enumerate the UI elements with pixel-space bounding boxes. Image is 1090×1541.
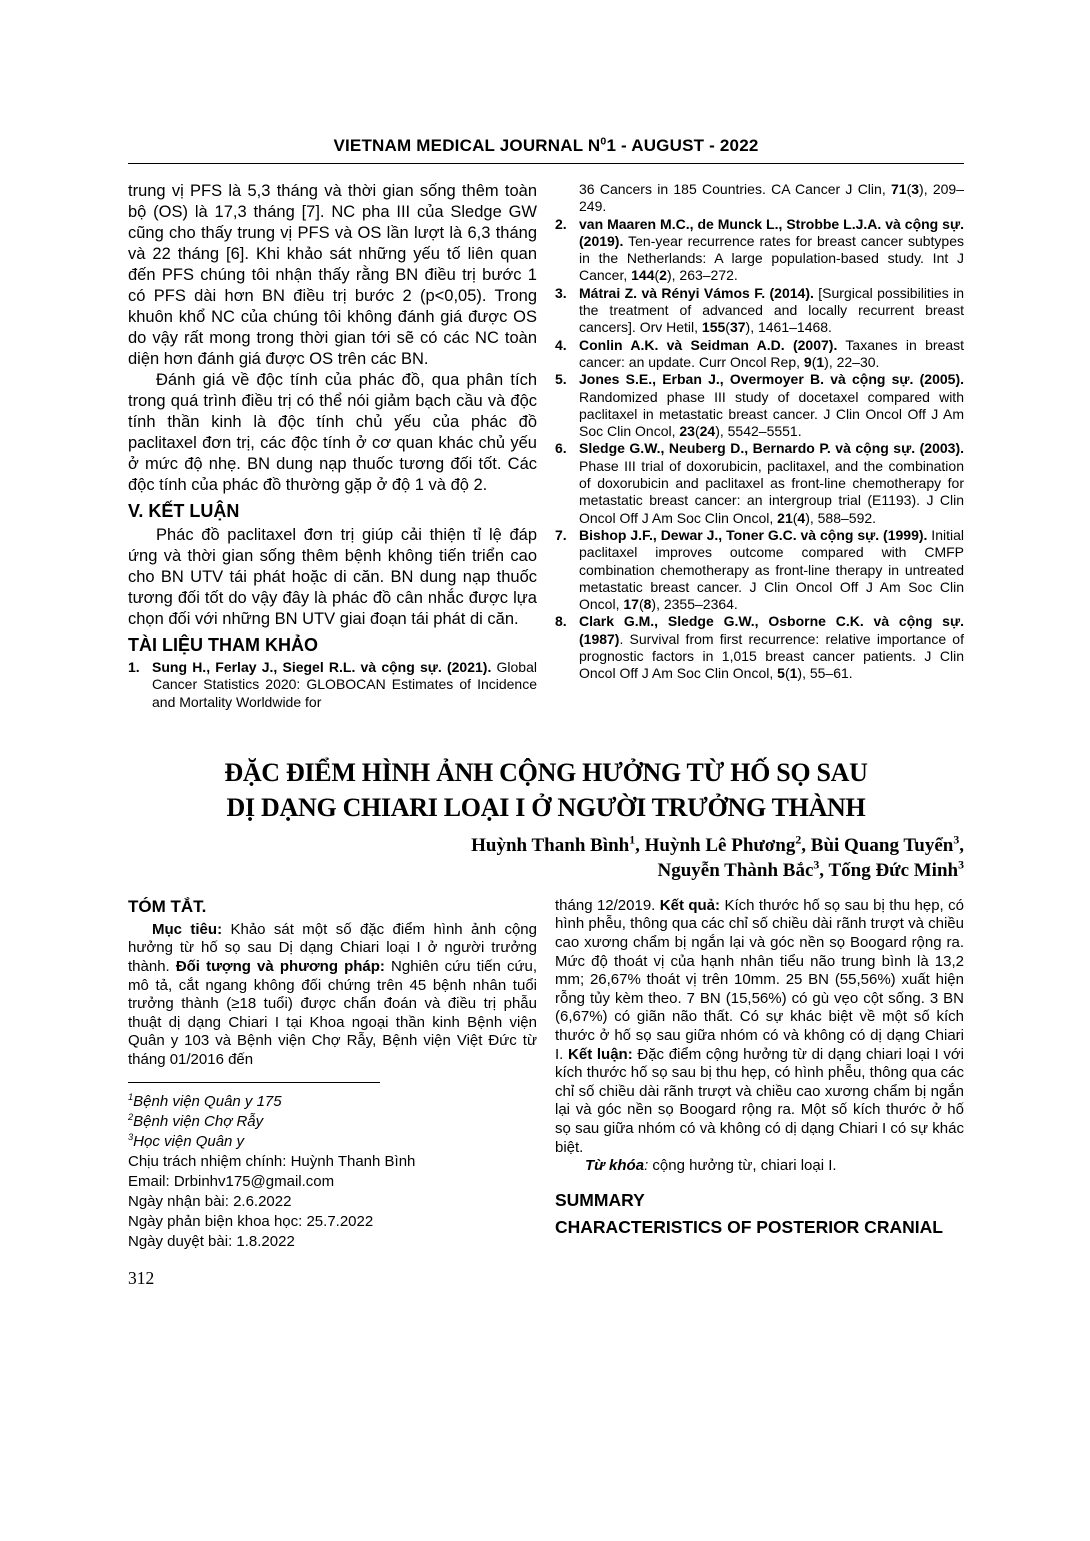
abstract-heading: TÓM TẮT.	[128, 896, 207, 916]
article2-title-line2: DỊ DẠNG CHIARI LOẠI I Ở NGƯỜI TRƯỞNG THÀNH	[226, 792, 866, 822]
references-list-right	[555, 216, 964, 683]
reference-number: 5.	[555, 371, 567, 388]
reference-item	[555, 613, 964, 682]
date-reviewed: Ngày phản biện khoa học: 25.7.2022	[128, 1212, 374, 1230]
paragraph-conclusion: Phác đồ paclitaxel đơn trị giúp cải thiện tỉ lệ đáp ứng và thời gian sống thêm bệnh không tiến triển cao cho BN UTV tái phát hoặc di căn. BN dung nạp thuốc tương đối tốt do vậy đây là phác đồ cân nhắc được lựa chọn đối với những BN UTV giai đoạn tái phát di căn.	[128, 526, 537, 628]
reference-item	[128, 659, 537, 711]
reference-item	[555, 285, 964, 337]
journal-title: VIETNAM MEDICAL JOURNAL $N^01$ - AUGUST - 2022	[128, 136, 964, 164]
page-number: 312	[128, 1267, 155, 1288]
summary-title: CHARACTERISTICS OF POSTERIOR CRANIAL	[555, 1216, 943, 1237]
references-list-left	[128, 659, 537, 711]
authors-line2: Nguyễn Thành Bắc$^3$, Tống Đức Minh$^3$	[657, 858, 964, 881]
reference-text: Conlin A.K. và Seidman A.D. (2007). Taxanes in breast cancer: an update. Curr Oncol Rep, 9(1), 22–30.	[579, 336, 964, 370]
article1-right-column	[555, 181, 964, 711]
article1-left-column	[128, 181, 537, 711]
article2-two-columns	[128, 897, 964, 1252]
paragraph-discussion-1: trung vị PFS là 5,3 tháng và thời gian sống thêm toàn bộ (OS) là 17,3 tháng [7]. NC pha III của Sledge GW cũng cho thấy trung vị PFS và OS lần lượt là 6,3 tháng và 22 tháng [6]. Khi khảo sát những yếu tố liên quan đến PFS chúng tôi nhận thấy rằng BN điều trị bước 1 có PFS dài hơn BN điều trị bước 2 (p<0,05). Trong khuôn khổ NC của chúng tôi không đánh giá được OS do vậy rất mong trong thời gian tới sẽ có các NC toàn diện hơn đánh giá được OS trên các BN.	[128, 182, 537, 368]
abstract-text-left: Mục tiêu: Khảo sát một số đặc điểm hình ảnh cộng hưởng từ hố sọ sau Dị dạng Chiari loại I ở người trưởng thành. Đối tượng và phương pháp: Nghiên cứu tiến cứu, mô tả, cắt ngang không đối chứng trên 45 bệnh nhân tuổi trưởng thành (≥18 tuổi) được chẩn đoán và điều trị phẫu thuật dị dạng Chiari I tại Khoa ngoại thần kinh Bệnh viện Quân y 103 và Bệnh viện Chợ Rẫy, Bệnh viện Việt Đức từ tháng 01/2016 đến	[128, 920, 537, 1069]
abstract-right-column	[555, 897, 964, 1252]
reference-number: 8.	[555, 613, 567, 630]
affiliation-2: $^2$Bệnh viện Chợ Rẫy	[128, 1111, 264, 1130]
reference-number: 3.	[555, 284, 567, 301]
reference-text: Bishop J.F., Dewar J., Toner G.C. và cộng sự. (1999). Initial paclitaxel improves outcome compared with CMFP combination chemotherapy as front-line therapy in untreated metastatic breast cancer. J Clin Oncol Off J Am Soc Clin Oncol, 17(8), 2355–2364.	[579, 526, 964, 613]
reference-text: Jones S.E., Erban J., Overmoyer B. và cộng sự. (2005). Randomized phase III study of docetaxel compared with paclitaxel in metastatic breast cancer. J Clin Oncol Off J Am Soc Clin Oncol, 23(24), 5542–5551.	[579, 371, 964, 440]
summary-heading: SUMMARY	[555, 1189, 645, 1210]
conclusion-heading: V. KẾT LUẬN	[128, 501, 240, 521]
abstract-text-right: tháng 12/2019. Kết quả: Kích thước hố sọ sau bị thu hẹp, có hình phễu, thông qua các chỉ số chiều dài rãnh trượt và chiều cao xương chẩm bị ngắn lại và góc nền sọ Boogard rộng ra. Mức độ thoát vị của hạnh nhân tiểu não trung bình là 13,2 mm; 26,67% thoát vị trên 10mm. 25 BN (55,56%) xuất hiện rỗng tủy kèm theo. 7 BN (15,56%) có gù vẹo cột sống. 3 BN (6,67%) có giãn não thất. Có sự khác biệt về một số kích thước ở hố sọ sau giữa nhóm có và không có dị dạng Chiari I. Kết luận: Đặc điểm cộng hưởng từ di dạng chiari loại I với kích thước hố sọ sau bị thu hẹp, có hình phễu, thông qua các chỉ số chiều dài rãnh trượt và chiều cao xương chẩm bị ngắn lại và góc nền sọ Boogard rộng ra. Một số kích thước ở hố sọ sau giữa nhóm có và không có dị dạng Chiari I có sự khác biệt.	[555, 896, 965, 1156]
article2-title-line1: ĐẶC ĐIỂM HÌNH ẢNH CỘNG HƯỞNG TỪ HỐ SỌ SAU	[224, 757, 868, 787]
reference-item	[555, 527, 964, 613]
date-accepted: Ngày duyệt bài: 1.8.2022	[128, 1232, 295, 1250]
corresponding-email: Email: Drbinhv175@gmail.com	[128, 1172, 335, 1190]
reference-item	[555, 371, 964, 440]
paragraph-discussion-2: Đánh giá về độc tính của phác đồ, qua phân tích trong quá trình điều trị có thể nói giảm bạch cầu và độc tính thần kinh là độc tính chủ yếu của phác đồ paclitaxel đơn trị, các độc tính ở cơ quan khác chủ yếu ở mức độ nhẹ. BN dung nạp thuốc tương đối tốt. Các độc tính của phác đồ thường gặp ở độ 1 và độ 2.	[128, 371, 537, 494]
reference-number: 7.	[555, 526, 567, 543]
reference-text: van Maaren M.C., de Munck L., Strobbe L.J.A. và cộng sự. (2019). Ten-year recurrence rates for breast cancer subtypes in the Netherlands: A large population-based study. Int J Cancer, 144(2), 263–272.	[579, 215, 964, 284]
abstract-left-column	[128, 897, 537, 1252]
reference-number: 6.	[555, 440, 567, 457]
keywords-line: Từ khóa: cộng hưởng từ, chiari loại I.	[585, 1157, 837, 1175]
reference-item	[555, 216, 964, 285]
reference-text: Mátrai Z. và Rényi Vámos F. (2014). [Surgical possibilities in the treatment of advanced and locally recurrent breast cancers]. Orv Hetil, 155(37), 1461–1468.	[579, 284, 964, 336]
page-header	[128, 136, 964, 164]
date-received: Ngày nhận bài: 2.6.2022	[128, 1192, 292, 1210]
reference-item	[555, 440, 964, 526]
reference-number: 2.	[555, 215, 567, 232]
article2-title	[128, 755, 964, 825]
reference-continuation: 36 Cancers in 185 Countries. CA Cancer J Clin, 71(3), 209–249.	[579, 181, 964, 215]
authors-line1: Huỳnh Thanh Bình$^1$, Huỳnh Lê Phương$^2$, Bùi Quang Tuyển$^3$,	[471, 833, 964, 856]
affiliation-3: $^3$Học viện Quân y	[128, 1131, 245, 1150]
article1-two-columns	[128, 181, 964, 711]
footnotes-block	[128, 1082, 537, 1252]
article2-authors	[128, 833, 964, 883]
reference-item	[555, 337, 964, 372]
reference-text: Sledge G.W., Neuberg D., Bernardo P. và cộng sự. (2003). Phase III trial of doxorubicin, paclitaxel, and the combination of doxorubicin and paclitaxel as front-line chemotherapy for metastatic breast cancer: an intergroup trial (E1193). J Clin Oncol Off J Am Soc Clin Oncol, 21(4), 588–592.	[579, 440, 964, 526]
reference-text: Clark G.M., Sledge G.W., Osborne C.K. và cộng sự. (1987). Survival from first recurrence: relative importance of prognostic factors in 1,015 breast cancer patients. J Clin Oncol Off J Am Soc Clin Oncol, 5(1), 55–61.	[579, 613, 964, 682]
footnote-rule	[128, 1082, 380, 1083]
references-heading: TÀI LIỆU THAM KHẢO	[128, 635, 318, 655]
reference-number: 1.	[128, 659, 140, 675]
reference-number: 4.	[555, 336, 567, 353]
corresponding-author: Chịu trách nhiệm chính: Huỳnh Thanh Bình	[128, 1152, 416, 1170]
affiliation-1: $^1$Bệnh viện Quân y 175	[128, 1091, 282, 1110]
reference-text: Sung H., Ferlay J., Siegel R.L. và cộng sự. (2021). Global Cancer Statistics 2020: GLOBOCAN Estimates of Incidence and Mortality Worldwide for	[152, 659, 537, 710]
